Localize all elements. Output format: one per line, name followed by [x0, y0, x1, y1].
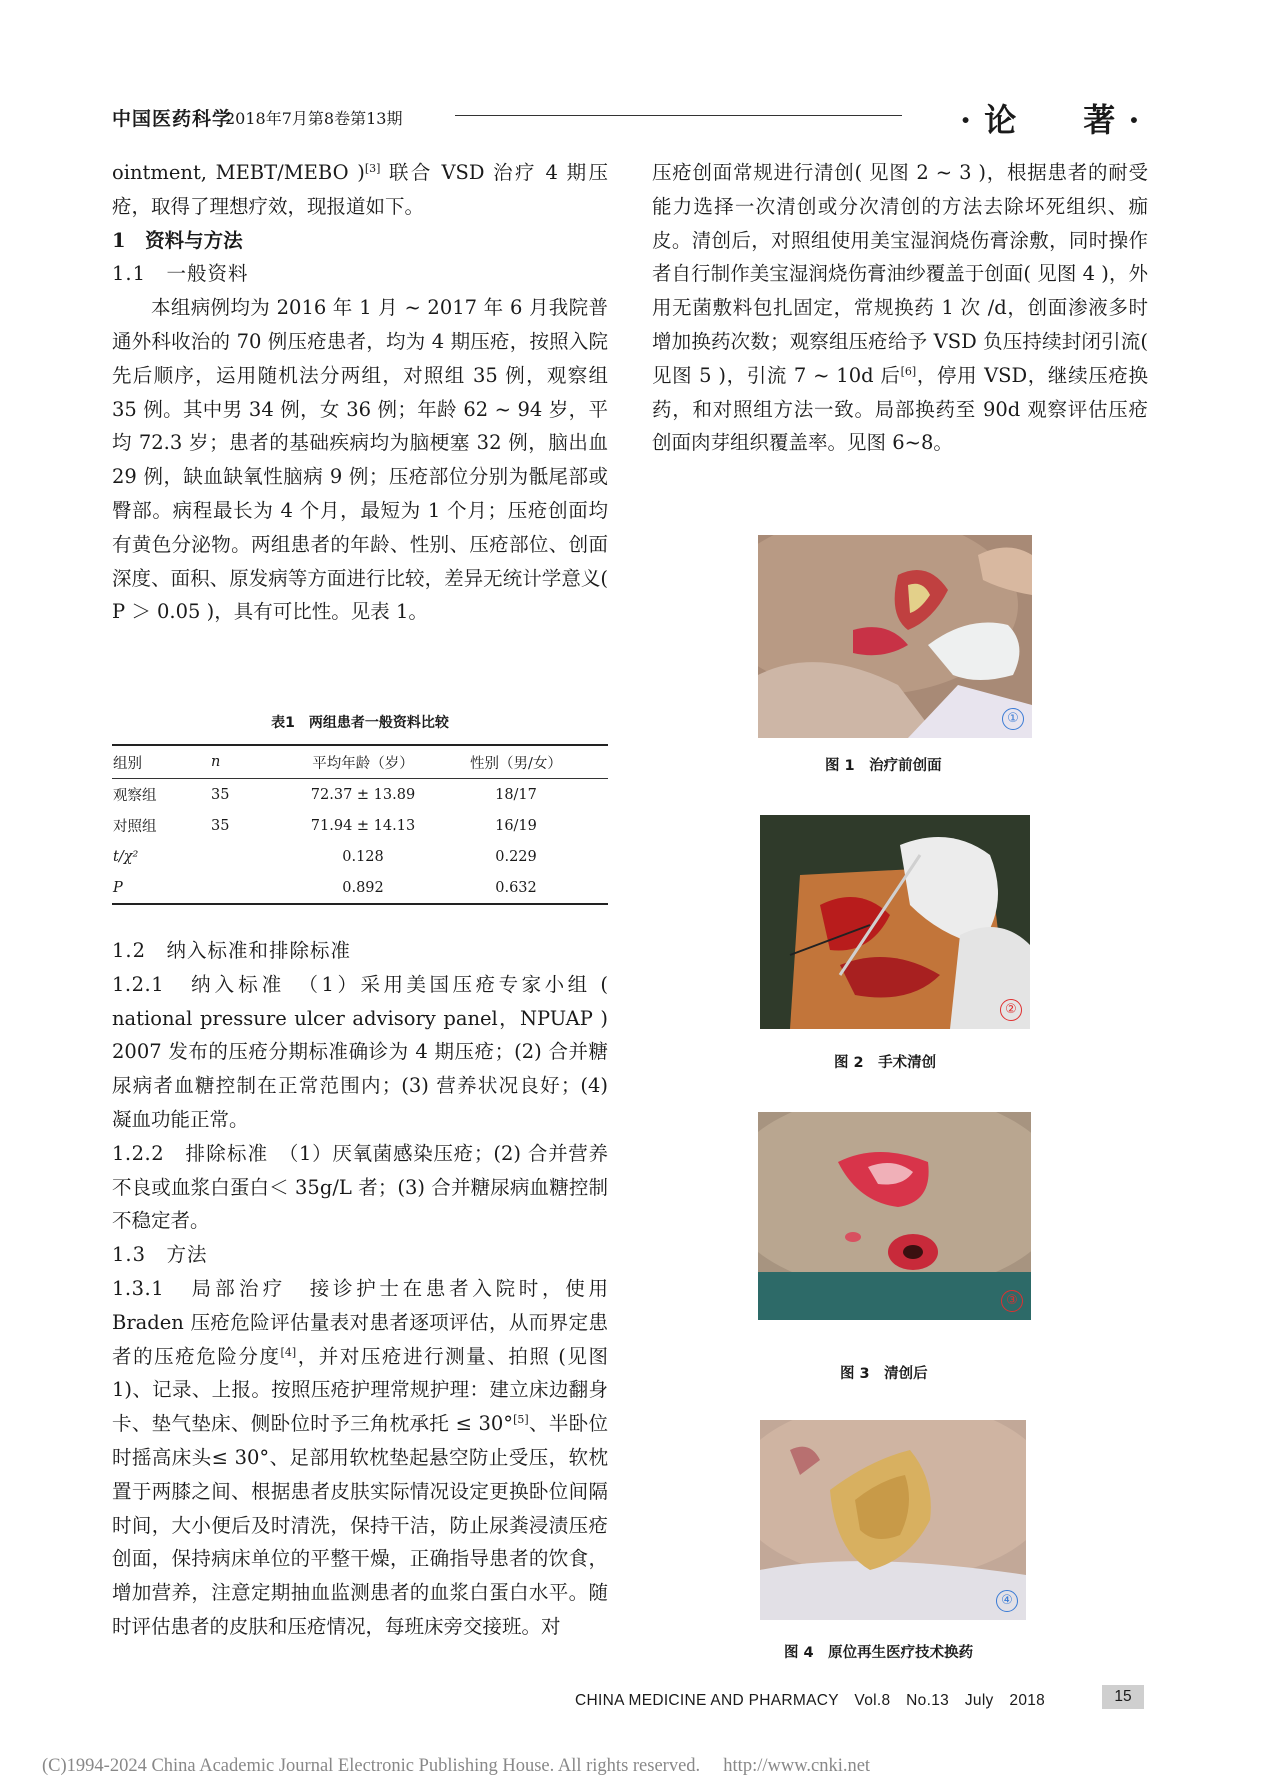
left-column-lower: [112, 934, 608, 1644]
figure-2-image: [760, 815, 1030, 1029]
figure-number-badge: ①: [1002, 708, 1024, 730]
page-number: 15: [1102, 1685, 1144, 1709]
citation: [5]: [513, 1413, 529, 1427]
inclusion-paragraph: 1.2.1 纳入标准 （1）采用美国压疮专家小组 ( national pressure ulcer advisory panel，NPUAP ) 2007 发布的压疮分期标准确诊为 4 期压疮；(2) 合并糖尿病者血糖控制在正常范围内；(3) 营养状况良好；(4) 凝血功能正常。: [112, 972, 608, 1131]
figure-3-image: [758, 1112, 1031, 1320]
table-header: n: [210, 745, 302, 779]
table-cell: 16/19: [495, 817, 537, 834]
subsubsection-heading: 1.2.1 纳入标准: [112, 972, 286, 996]
treatment-paragraph: 压疮创面常规进行清创( 见图 2 ~ 3 )，根据患者的耐受能力选择一次清创或分次清创的方法去除坏死组织、痂皮。清创后，对照组使用美宝湿润烧伤膏涂敷，同时操作者自行制作美宝湿润烧伤膏油纱覆盖于创面( 见图 4 )，外用无菌敷料包扎固定，常规换药 1 次 /d，创面渗液多时增加换药次数；观察组压疮给予 VSD 负压持续封闭引流( 见图 5 )，引流 7 ~ 10d 后[6]，停用 VSD，继续压疮换药，和对照组方法一致。局部换药至 90d 观察评估压疮创面肉芽组织覆盖率。见图 6~8。: [652, 161, 1148, 455]
subsection-heading: 1.1 一般资料: [112, 262, 249, 286]
figure-caption: 图 2 手术清创: [834, 1055, 937, 1071]
figure-caption: 图 4 原位再生医疗技术换药: [784, 1645, 974, 1661]
left-column-upper: [112, 156, 608, 629]
header-rule: [455, 115, 902, 116]
table-header: 平均年龄（岁）: [302, 745, 424, 779]
figure-number-badge: ③: [1001, 1290, 1023, 1312]
figure-caption: 图 3 清创后: [840, 1366, 928, 1382]
table-cell: 72.37 ± 13.89: [310, 786, 416, 803]
table-cell: 35: [211, 786, 230, 803]
journal-title: 中国医药科学: [112, 108, 233, 130]
footer-journal: CHINA MEDICINE AND PHARMACY Vol.8 No.13 July 2018: [575, 1692, 1046, 1709]
table-cell: 71.94 ± 14.13: [310, 817, 416, 834]
subsubsection-heading: 1.3.1 局部治疗: [112, 1276, 287, 1300]
section-heading: 1 资料与方法: [112, 228, 243, 252]
copyright-notice: (C)1994-2024 China Academic Journal Electronic Publishing House. All rights reserved. http://www.cnki.net: [42, 1756, 871, 1776]
table-header: 性别（男/女）: [424, 745, 608, 779]
table-cell: 0.229: [495, 848, 537, 865]
citation: [3]: [364, 162, 381, 175]
table-row: [112, 872, 608, 904]
figure-number-badge: ④: [996, 1590, 1018, 1612]
table-cell: 35: [211, 817, 230, 834]
data-table: [112, 744, 608, 905]
figure-1-image: [758, 535, 1032, 738]
table-header-row: [112, 745, 608, 779]
figure-caption: 图 1 治疗前创面: [825, 758, 942, 774]
table-cell: t/χ²: [113, 848, 139, 865]
right-column-text: [652, 156, 1148, 460]
table-cell: 对照组: [113, 819, 157, 835]
table-cell: 18/17: [495, 786, 537, 803]
table-header: 组别: [112, 745, 210, 779]
table-cell: 0.632: [424, 872, 608, 904]
table-row: [112, 810, 608, 841]
table-cell: P: [112, 872, 210, 904]
table-cell: 0.128: [342, 848, 384, 865]
figure-number-badge: ②: [1000, 999, 1022, 1021]
general-paragraph: 本组病例均为 2016 年 1 月 ~ 2017 年 6 月我院普通外科收治的 70 例压疮患者，均为 4 期压疮，按照入院先后顺序，运用随机法分两组，对照组 35 例，观察组 35 例。其中男 34 例，女 36 例；年龄 62 ~ 94 岁，平均 72.3 岁；患者的基础疾病均为脑梗塞 32 例，脑出血 29 例，缺血缺氧性脑病 9 例；压疮部位分别为骶尾部或臀部。病程最长为 4 个月，最短为 1 个月；压疮创面均有黄色分泌物。两组患者的年龄、性别、压疮部位、创面深度、面积、原发病等方面进行比较，差异无统计学意义( P ＞ 0.05 )，具有可比性。见表 1。: [112, 296, 608, 624]
exclusion-paragraph: 1.2.2 排除标准 （1）厌氧菌感染压疮；(2) 合并营养不良或血浆白蛋白＜ 35g/L 者；(3) 合并糖尿病血糖控制不稳定者。: [112, 1141, 608, 1233]
subsection-heading: 1.2 纳入标准和排除标准: [112, 939, 352, 962]
intro-paragraph: ointment, MEBT/MEBO )[3] 联合 VSD 治疗 4 期压疮，取得了理想疗效，现报道如下。: [112, 161, 608, 218]
citation: [4]: [280, 1345, 297, 1359]
local-treatment-paragraph: 1.3.1 局部治疗 接诊护士在患者入院时，使用 Braden 压疮危险评估量表对患者逐项评估，从而界定患者的压疮危险分度[4]，并对压疮进行测量、拍照 (见图 1)、记录、上报。按照压疮护理常规护理：建立床边翻身卡、垫气垫床、侧卧位时予三角枕承托 ≤ 30°[5]、半卧位时摇高床头≤ 30°、足部用软枕垫起悬空防止受压，软枕置于两膝之间、根据患者皮肤实际情况设定更换卧位间隔时间，大小便后及时清洗，保持干洁，防止尿粪浸渍压疮创面，保持病床单位的平整干燥，正确指导患者的饮食，增加营养，注意定期抽血监测患者的血浆白蛋白水平。随时评估患者的皮肤和压疮情况，每班床旁交接班。对: [112, 1276, 608, 1638]
table-cell: [210, 841, 302, 872]
table-cell: [210, 872, 302, 904]
subsubsection-heading: 1.2.2 排除标准: [112, 1141, 269, 1165]
table-cell: 0.892: [302, 872, 424, 904]
citation: [6]: [900, 364, 917, 378]
table-row: [112, 779, 608, 811]
figure-4-image: [760, 1420, 1026, 1620]
table-cell: 观察组: [113, 788, 157, 804]
issue-info: 2018年7月第8卷第13期: [225, 109, 403, 128]
section-label: · 论 著 ·: [960, 101, 1141, 139]
subsection-heading: 1.3 方法: [112, 1243, 208, 1267]
table-row: [112, 841, 608, 872]
table-caption: 表1 两组患者一般资料比较: [271, 715, 449, 731]
